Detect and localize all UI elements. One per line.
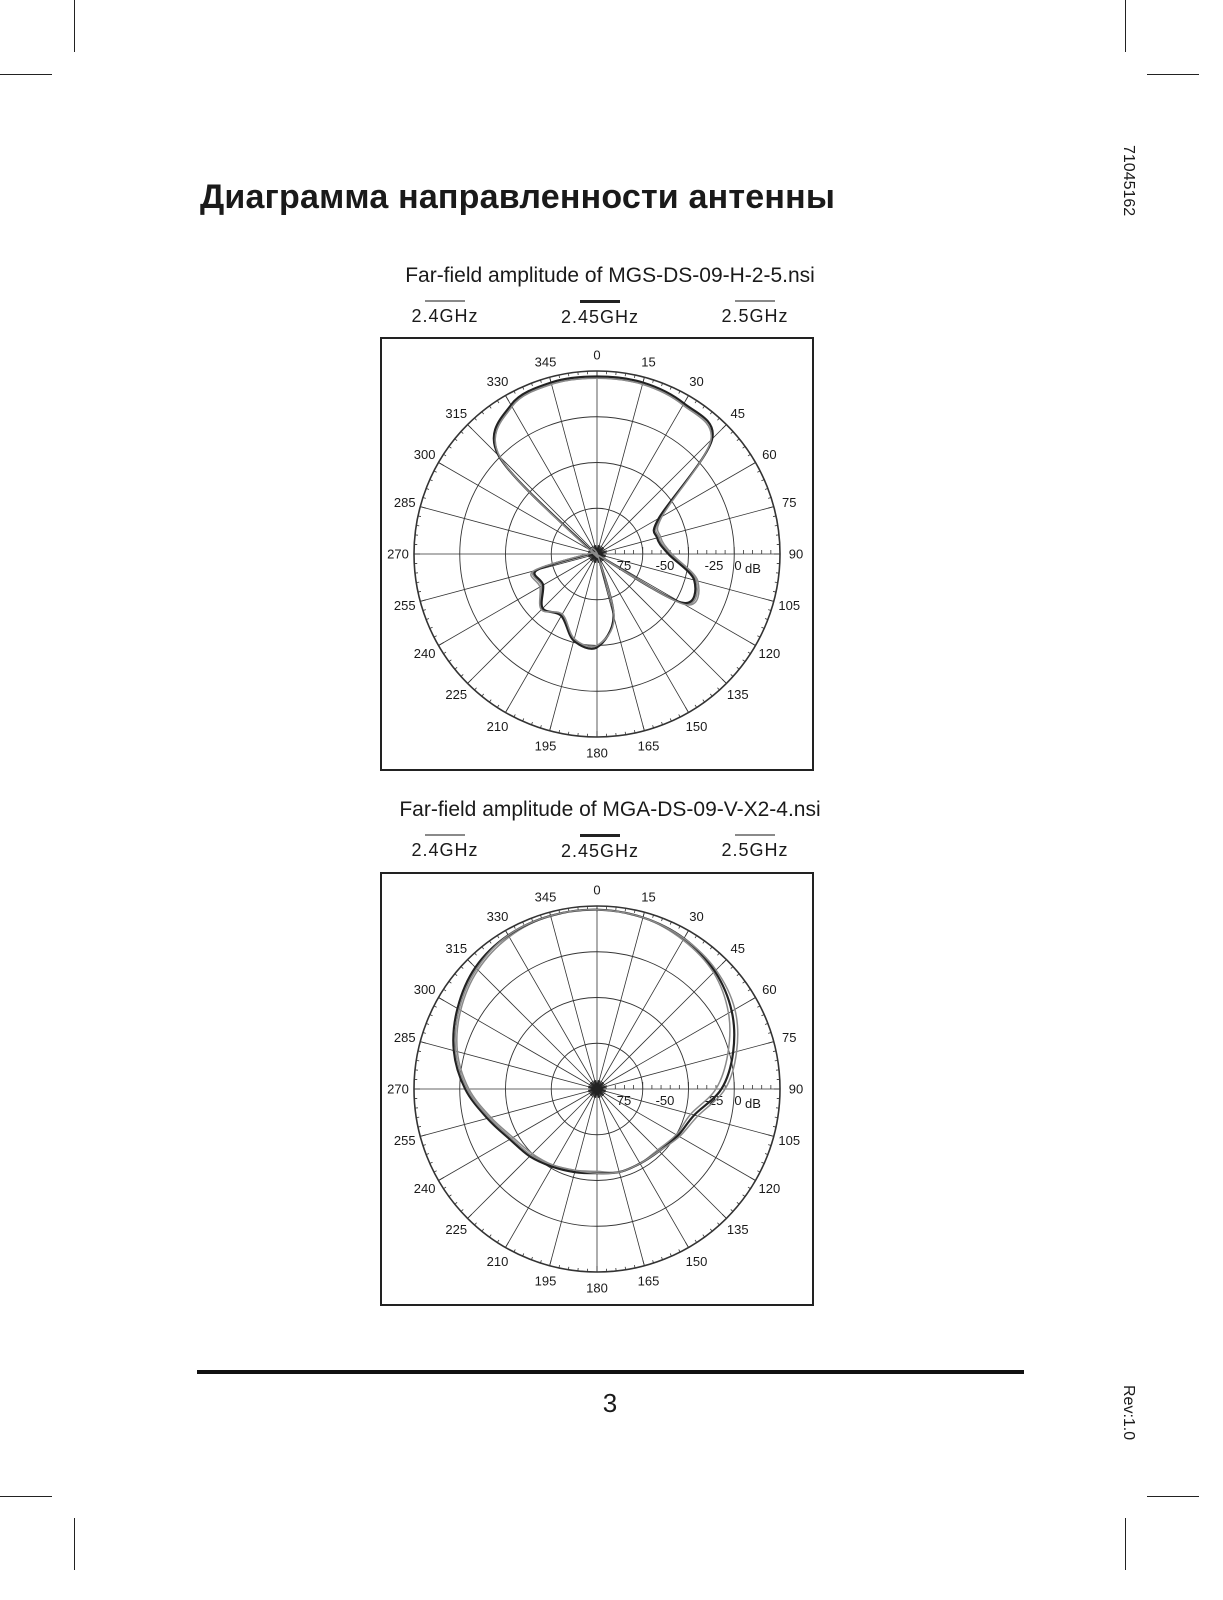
angle-label: 345 — [534, 889, 557, 905]
crop-mark — [0, 1496, 52, 1497]
grid-spoke — [506, 554, 598, 712]
angle-tick-mark — [731, 967, 733, 969]
radial-scale-label: 75 — [616, 1093, 632, 1108]
radial-scale-label: dB — [745, 561, 761, 576]
grid-spoke — [597, 396, 689, 554]
center-hub — [594, 1086, 600, 1092]
angle-tick-mark — [743, 981, 745, 983]
angle-tick-mark — [731, 1209, 733, 1211]
angle-tick-mark — [703, 406, 705, 408]
legend-swatch — [425, 300, 465, 302]
angle-label: 15 — [641, 889, 656, 905]
grid-spoke — [597, 377, 644, 554]
legend-item-2-5ghz — [700, 834, 810, 861]
grid-spoke — [439, 463, 597, 555]
chart-title: Far-field amplitude of MGA-DS-09-V-X2-4.nsi — [399, 798, 821, 821]
grid-spoke — [468, 960, 597, 1089]
crop-mark — [1125, 0, 1126, 52]
polar-plot — [382, 339, 812, 769]
angle-tick-mark — [489, 1235, 491, 1237]
crop-mark — [74, 0, 75, 52]
angle-tick-mark — [461, 674, 463, 676]
angle-label: 255 — [393, 1133, 416, 1149]
radial-scale-label: -25 — [704, 1093, 724, 1108]
angle-tick-mark — [731, 432, 733, 434]
angle-tick-mark — [717, 688, 719, 690]
angle-tick-mark — [461, 967, 463, 969]
angle-tick-mark — [743, 660, 745, 662]
grid-spoke — [597, 425, 726, 554]
angle-label: 30 — [689, 909, 704, 925]
legend-swatch — [735, 834, 775, 836]
angle-tick-mark — [455, 439, 457, 441]
angle-label: 15 — [641, 354, 656, 370]
crop-mark — [1125, 1518, 1126, 1570]
crop-mark — [0, 74, 52, 75]
radial-scale-label: -50 — [655, 558, 675, 573]
angle-tick-mark — [482, 1229, 484, 1231]
angle-tick-mark — [710, 1229, 712, 1231]
angle-tick-mark — [475, 688, 477, 690]
angle-tick-mark — [482, 694, 484, 696]
angle-label: 150 — [685, 718, 708, 734]
grid-spoke — [597, 1089, 689, 1247]
grid-spoke — [420, 1042, 597, 1089]
angle-label: 165 — [637, 1273, 660, 1289]
angle-tick-mark — [475, 418, 477, 420]
angle-tick-mark — [743, 1195, 745, 1197]
angle-tick-mark — [455, 974, 457, 976]
polar-plot — [382, 874, 812, 1304]
legend-label: 2.5GHz — [721, 840, 789, 860]
legend-label: 2.45GHz — [560, 307, 640, 327]
angle-tick-mark — [489, 406, 491, 408]
angle-tick-mark — [717, 953, 719, 955]
angle-label: 105 — [778, 1133, 801, 1149]
angle-tick-mark — [455, 667, 457, 669]
legend-item-2-45ghz — [545, 834, 655, 862]
angle-label: 120 — [758, 1181, 781, 1196]
radial-scale-label: 0 — [734, 1093, 742, 1108]
legend-label: 2.4GHz — [411, 306, 479, 326]
angle-tick-mark — [743, 446, 745, 448]
angle-tick-mark — [489, 941, 491, 943]
angle-tick-mark — [449, 660, 451, 662]
crop-mark — [74, 1518, 75, 1570]
chart-title: Far-field amplitude of MGS-DS-09-H-2-5.nsi — [405, 264, 815, 287]
angle-label: 60 — [762, 447, 777, 462]
angle-tick-mark — [710, 694, 712, 696]
footer-rule — [197, 1370, 1024, 1374]
grid-spoke — [597, 554, 726, 683]
angle-label: 30 — [689, 374, 704, 390]
angle-label: 165 — [637, 738, 660, 754]
grid-spoke — [420, 554, 597, 601]
crop-mark — [1147, 1496, 1199, 1497]
angle-tick-mark — [489, 700, 491, 702]
angle-tick-mark — [475, 953, 477, 955]
angle-label: 270 — [387, 1081, 409, 1097]
angle-label: 255 — [393, 598, 416, 614]
angle-label: 180 — [586, 745, 608, 761]
crop-mark — [1147, 74, 1199, 75]
radial-scale-label: 0 — [734, 558, 742, 573]
angle-label: 300 — [413, 982, 436, 997]
angle-label: 90 — [788, 1081, 804, 1097]
angle-label: 75 — [781, 494, 797, 510]
legend-label: 2.4GHz — [411, 840, 479, 860]
series-line-2-4ghz — [457, 910, 730, 1173]
angle-label: 195 — [534, 1273, 557, 1289]
angle-label: 300 — [413, 447, 436, 462]
doc-number: 71045162 — [1120, 145, 1137, 217]
page-number: 3 — [602, 1388, 618, 1418]
angle-tick-mark — [737, 667, 739, 669]
radial-scale-label: dB — [745, 1096, 761, 1111]
angle-tick-mark — [703, 700, 705, 702]
angle-tick-mark — [710, 412, 712, 414]
grid-spoke — [506, 1089, 598, 1247]
angle-label: 0 — [593, 882, 601, 898]
angle-label: 180 — [586, 1280, 608, 1296]
legend-item-2-5ghz — [700, 300, 810, 327]
legend-item-2-45ghz — [545, 300, 655, 328]
angle-label: 150 — [685, 1253, 708, 1269]
angle-tick-mark — [703, 1235, 705, 1237]
angle-tick-mark — [703, 941, 705, 943]
angle-label: 240 — [413, 646, 436, 661]
grid-spoke — [597, 463, 755, 555]
grid-spoke — [550, 1089, 597, 1266]
angle-label: 225 — [445, 1222, 468, 1238]
angle-label: 285 — [393, 494, 416, 510]
grid-spoke — [597, 931, 689, 1089]
angle-label: 135 — [726, 687, 749, 703]
angle-tick-mark — [717, 1223, 719, 1225]
angle-label: 270 — [387, 546, 409, 562]
angle-tick-mark — [449, 1195, 451, 1197]
angle-label: 330 — [486, 374, 509, 390]
legend-item-2-4ghz — [390, 834, 500, 861]
angle-tick-mark — [461, 432, 463, 434]
legend-swatch — [735, 300, 775, 302]
page-title: Диаграмма направленности антенны — [200, 178, 836, 216]
grid-spoke — [550, 912, 597, 1089]
angle-label: 105 — [778, 598, 801, 614]
angle-label: 60 — [762, 982, 777, 997]
angle-tick-mark — [737, 1202, 739, 1204]
grid-spoke — [597, 554, 689, 712]
angle-label: 45 — [730, 940, 745, 956]
angle-label: 210 — [486, 1253, 509, 1269]
angle-tick-mark — [717, 418, 719, 420]
angle-label: 210 — [486, 718, 509, 734]
angle-tick-mark — [482, 412, 484, 414]
legend-swatch — [580, 300, 620, 303]
grid-spoke — [439, 1089, 597, 1181]
legend-label: 2.45GHz — [560, 841, 640, 861]
grid-spoke — [550, 377, 597, 554]
angle-label: 285 — [393, 1029, 416, 1045]
grid-spoke — [597, 1089, 644, 1266]
angle-label: 345 — [534, 354, 557, 370]
legend-swatch — [425, 834, 465, 836]
angle-label: 135 — [726, 1222, 749, 1238]
legend-swatch — [580, 834, 620, 837]
angle-label: 120 — [758, 646, 781, 661]
legend-item-2-4ghz — [390, 300, 500, 327]
angle-tick-mark — [482, 947, 484, 949]
angle-label: 225 — [445, 687, 468, 703]
angle-tick-mark — [731, 674, 733, 676]
angle-label: 315 — [445, 405, 468, 421]
angle-label: 195 — [534, 738, 557, 754]
grid-spoke — [506, 396, 598, 554]
plot-frame — [380, 337, 814, 771]
angle-label: 315 — [445, 940, 468, 956]
revision-label: Rev:1.0 — [1120, 1385, 1137, 1441]
chart-legend — [380, 834, 840, 874]
chart-legend — [380, 300, 840, 340]
angle-label: 75 — [781, 1029, 797, 1045]
angle-tick-mark — [710, 947, 712, 949]
grid-spoke — [550, 554, 597, 731]
angle-label: 330 — [486, 909, 509, 925]
angle-tick-mark — [737, 974, 739, 976]
grid-spoke — [506, 931, 598, 1089]
angle-tick-mark — [737, 439, 739, 441]
legend-label: 2.5GHz — [721, 306, 789, 326]
grid-spoke — [597, 1042, 774, 1089]
angle-label: 45 — [730, 405, 745, 421]
angle-tick-mark — [449, 981, 451, 983]
angle-tick-mark — [449, 446, 451, 448]
grid-spoke — [597, 960, 726, 1089]
angle-label: 0 — [593, 347, 601, 363]
angle-tick-mark — [475, 1223, 477, 1225]
grid-spoke — [420, 1089, 597, 1136]
grid-spoke — [439, 554, 597, 646]
angle-tick-mark — [455, 1202, 457, 1204]
grid-spoke — [597, 507, 774, 554]
grid-spoke — [468, 425, 597, 554]
radial-scale-label: -25 — [704, 558, 724, 573]
angle-tick-mark — [461, 1209, 463, 1211]
angle-label: 90 — [788, 546, 804, 562]
grid-spoke — [597, 912, 644, 1089]
radial-scale-label: 75 — [616, 558, 632, 573]
angle-label: 240 — [413, 1181, 436, 1196]
plot-frame — [380, 872, 814, 1306]
radial-scale-label: -50 — [655, 1093, 675, 1108]
